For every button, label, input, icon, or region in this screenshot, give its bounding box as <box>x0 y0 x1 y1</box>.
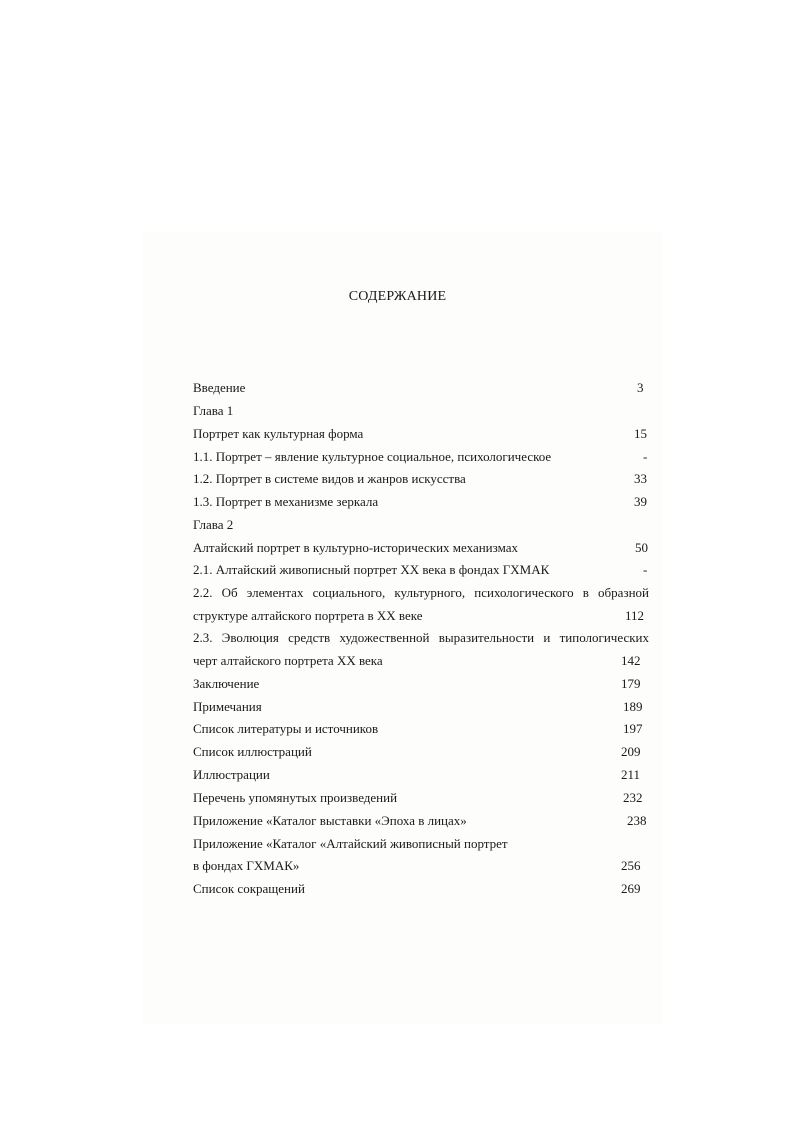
toc-entry-text: 2.1. Алтайский живописный портрет XX века в фондах ГХМАК <box>193 562 550 577</box>
toc-entry-page: 256 <box>621 858 641 873</box>
toc-entry-text: Введение <box>193 380 246 395</box>
toc-entry-text: Портрет как культурная форма <box>193 426 364 441</box>
toc-entry-text-continued: в фондах ГХМАК» <box>193 858 300 873</box>
toc-entry-page: 39 <box>634 494 647 509</box>
toc-entry-page: 238 <box>627 813 647 828</box>
toc-entry-text: Приложение «Каталог «Алтайский живописный портрет <box>193 836 508 851</box>
toc-entry-page: 33 <box>634 471 647 486</box>
toc-entry-text: 1.3. Портрет в механизме зеркала <box>193 494 379 509</box>
toc-title: СОДЕРЖАНИЕ <box>348 289 447 304</box>
toc-entry-text: Список иллюстраций <box>193 744 312 759</box>
toc-entry-2-3-line-1 <box>193 630 649 646</box>
toc-entry-page: 269 <box>621 881 641 896</box>
toc-entry-page: 211 <box>621 767 641 782</box>
toc-entry-text: Приложение «Каталог выставки «Эпоха в лицах» <box>193 813 467 828</box>
toc-entry-text: 2.3. Эволюция средств художественной выразительности и типологических <box>193 630 649 645</box>
page-scan-area <box>143 232 663 1024</box>
toc-entry-2-2-line-1 <box>193 585 649 601</box>
toc-entry-page: 197 <box>623 721 643 736</box>
toc-entry-text-continued: черт алтайского портрета XX века <box>193 653 383 668</box>
toc-entry-text: Алтайский портрет в культурно-исторических механизмах <box>193 540 518 555</box>
toc-entry-page: 179 <box>621 676 641 691</box>
toc-entry-text-continued: структуре алтайского портрета в XX веке <box>193 608 423 623</box>
toc-entry-text: Список сокращений <box>193 881 305 896</box>
toc-entry-page: 112 <box>625 608 645 623</box>
toc-entry-page: - <box>643 449 648 464</box>
toc-entry-text: 1.2. Портрет в системе видов и жанров искусства <box>193 471 466 486</box>
toc-entry-text: Перечень упомянутых произведений <box>193 790 398 805</box>
toc-entry-text: 1.1. Портрет – явление культурное социальное, психологическое <box>193 449 552 464</box>
toc-entry-page: 189 <box>623 699 643 714</box>
toc-entry-text: Иллюстрации <box>193 767 270 782</box>
toc-entry-text: Заключение <box>193 676 260 691</box>
toc-entry-page: - <box>643 562 648 577</box>
toc-entry-page: 209 <box>621 744 641 759</box>
toc-entry-text: Примечания <box>193 699 262 714</box>
toc-entry-page: 15 <box>634 426 647 441</box>
toc-entry-page: 142 <box>621 653 641 668</box>
toc-entry-page: 3 <box>637 380 644 395</box>
toc-entry-page: 50 <box>635 540 648 555</box>
toc-entry-text: Список литературы и источников <box>193 721 379 736</box>
toc-entry-page: 232 <box>623 790 643 805</box>
toc-entry-text: 2.2. Об элементах социального, культурного, психологического в образной <box>193 585 649 600</box>
toc-entry-text: Глава 2 <box>193 517 234 532</box>
toc-entry-text: Глава 1 <box>193 403 234 418</box>
